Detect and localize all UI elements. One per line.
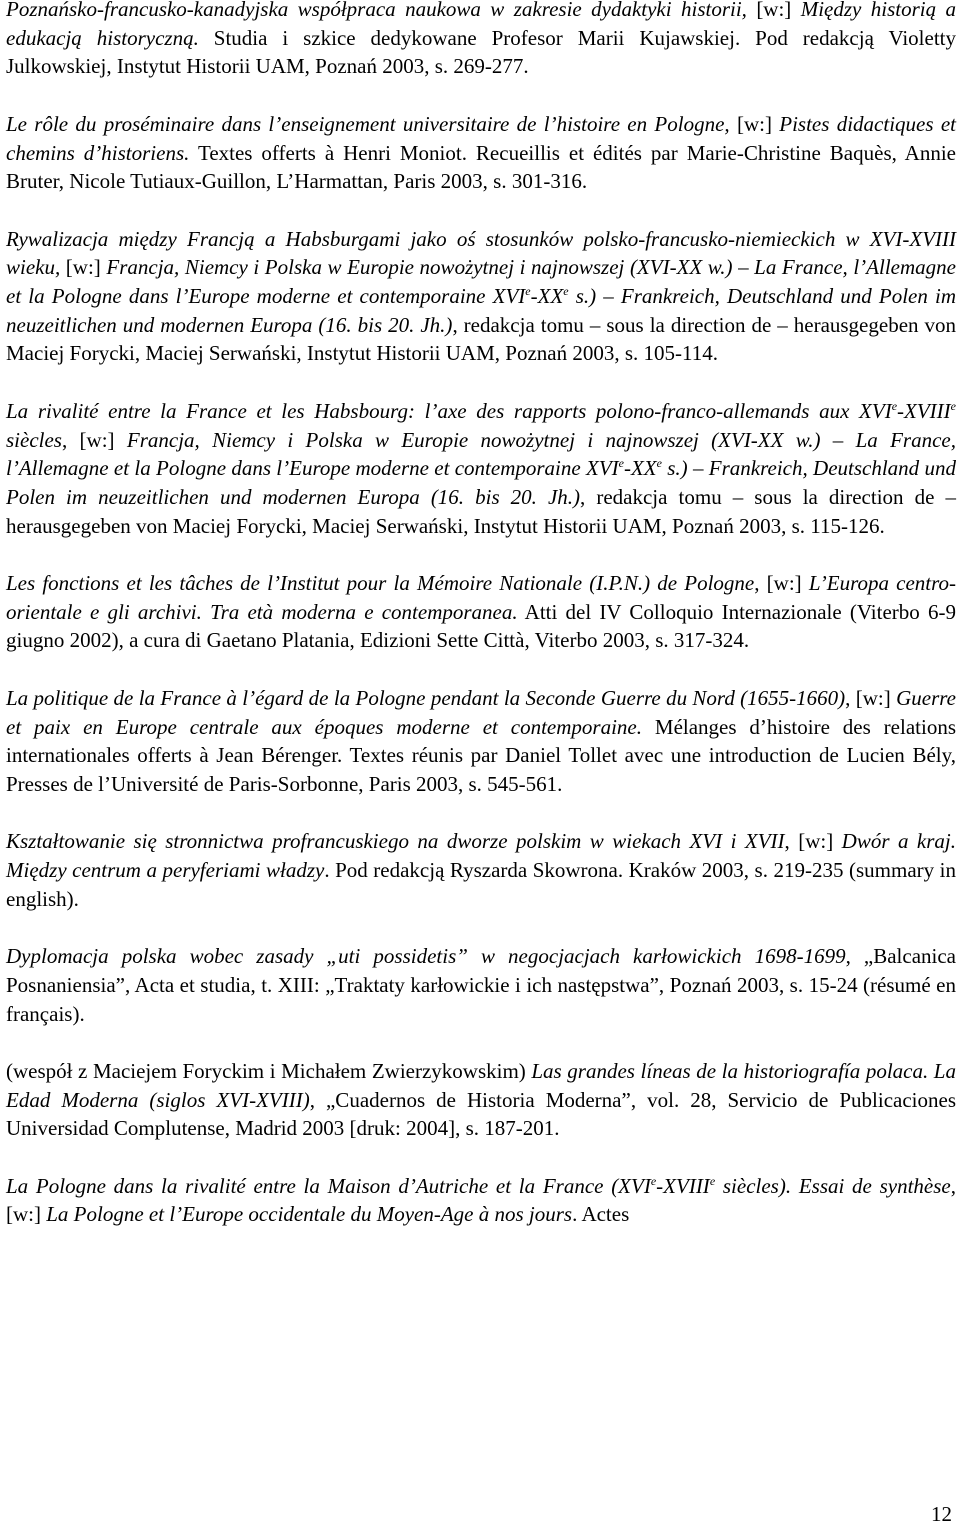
bibliography-entry [6,225,956,369]
roman-text: , [w:] [6,1173,956,1227]
italic-text: -XVIII [656,1173,710,1198]
italic-text: Las grandes líneas de la historiografía polaca. La Edad Moderna (siglos XVI-XVIII) [6,1058,956,1112]
italic-text: siècles). Essai de synthèse [715,1173,951,1198]
italic-text: La Pologne dans la rivalité entre la Maison d’Autriche et la France (XVI [6,1173,651,1198]
bibliography-entry [6,569,956,655]
superscript: e [525,284,531,298]
bibliography-entry [6,110,956,196]
roman-text: , redakcja tomu – sous la direction de – herausgegeben von Maciej Forycki, Maciej Serwański, Instytut Historii UAM, Poznań 2003, s. 115-126. [6,484,956,538]
superscript: e [709,1173,716,1188]
roman-text: [w:] [60,255,107,280]
roman-text: , [w:] [845,685,897,710]
roman-text: (wespół z Maciejem Foryckim i Michałem Zwierzykowskim) [6,1058,532,1083]
italic-text: s.) – Frankreich, Deutschland und Polen im neuzeitlichen und modernen Europa (16. bis 20. Jh.) [6,456,956,509]
roman-text: , redakcja tomu – sous la direction de – herausgegeben von Maciej Forycki, Maciej Serwański, Instytut Historii UAM, Poznań 2003, s. 105-114. [6,312,957,366]
italic-text: Pistes didactiques et chemins d’historiens. [6,111,956,165]
italic-text: -XX [530,284,564,308]
italic-text: Kształtowanie się stronnictwa profrancuskiego na dworze polskim w wiekach XVI i XVII [6,829,785,854]
italic-text: -XVIII [897,398,951,423]
roman-text: , „Balcanica Posnaniensia”, Acta et studia, t. XIII: „Traktaty karłowickie i ich następstwa”, Poznań 2003, s. 15-24 (résumé en français). [6,944,956,1026]
roman-text: , [w:] [784,829,842,854]
superscript: e [950,398,956,413]
roman-text: Studia i szkice dedykowane Profesor Marii Kujawskiej. Pod redakcją Violetty Julkowskiej, Instytut Historii UAM, Poznań 2003, s. 269-277. [6,25,957,79]
italic-text: Między historią a edukacją historyczną. [6,0,956,50]
roman-text: Atti del IV Colloquio Internazionale (Viterbo 6-9 giugno 2002), a cura di Gaetano Platania, Edizioni Sette Città, Viterbo 2003, s. 317-324. [6,599,956,653]
italic-text: Dyplomacja polska wobec zasady „uti possidetis” w negocjacjach karłowickich 1698-1699 [6,944,846,969]
bibliography-entry [6,942,956,1028]
page-number: 12 [931,1502,952,1526]
italic-text: Rywalizacja między Francją a Habsburgami jako oś stosunków polsko-francusko-niemieckich w XVI-XVIII wieku, [6,226,956,280]
bibliography-entry [6,397,956,541]
superscript: e [650,1173,657,1188]
italic-text: Guerre et paix en Europe centrale aux époques moderne et contemporaine. [6,685,956,739]
roman-text: , [w:] [754,571,809,595]
roman-text: [w:] [746,0,801,21]
italic-text: La Pologne et l’Europe occidentale du Moyen-Age à nos jours [46,1202,573,1227]
superscript: e [891,398,898,413]
italic-text: Francja, Niemcy i Polska w Europie nowożytnej i najnowszej (XVI-XX w.) – La France, l’Allemagne et la Pologne dans l’Europe moderne et contemporaine XVI [6,427,956,481]
italic-text: Le rôle du proséminaire dans l’enseignement universitaire de l’histoire en Pologne, [6,111,730,136]
italic-text: siècles [6,427,62,452]
roman-text: , [w:] [61,427,127,452]
roman-text: , „Cuadernos de Historia Moderna”, vol. 28, Servicio de Publicaciones Universidad Complutense, Madrid 2003 [druk: 2004], s. 187-201. [6,1087,957,1141]
italic-text: L’Europa centro-orientale e gli archivi. Tra età moderna e contemporanea. [6,571,956,624]
superscript: e [656,456,662,471]
bibliography-entry [6,0,956,81]
roman-text: [w:] [729,111,780,136]
italic-text: Dwór a kraj. Między centrum a peryferiami władzy [6,829,956,882]
roman-text: . Actes [572,1202,630,1227]
italic-text: La politique de la France à l’égard de la Pologne pendant la Seconde Guerre du Nord (1655-1660) [6,685,846,710]
bibliography-entry [6,827,956,913]
bibliography-list [6,0,956,1258]
italic-text: Poznańsko-francusko-kanadyjska współpraca naukowa w zakresie dydaktyki historii, [6,0,747,21]
bibliography-entry [6,684,956,799]
bibliography-entry [6,1057,956,1143]
roman-text: Textes offerts à Henri Moniot. Recueillis et édités par Marie-Christine Baquès, Annie Bruter, Nicole Tutiaux-Guillon, L’Harmattan, Paris 2003, s. 301-316. [6,140,956,194]
italic-text: La rivalité entre la France et les Habsbourg: l’axe des rapports polono-franco-allemands aux XVI [6,398,892,423]
superscript: e [618,456,624,471]
italic-text: Francja, Niemcy i Polska w Europie nowożytnej i najnowszej (XVI-XX w.) – La France, l’Allemagne et la Pologne dans l’Europe moderne et contemporaine XVI [6,255,956,308]
superscript: e [563,284,569,298]
italic-text: s.) – Frankreich, Deutschland und Polen im neuzeitlichen und modernen Europa (16. bis 20. Jh.) [6,284,956,337]
roman-text: . Pod redakcją Ryszarda Skowrona. Kraków 2003, s. 219-235 (summary in english). [6,858,956,911]
roman-text: Mélanges d’histoire des relations internationales offerts à Jean Bérenger. Textes réunis par Daniel Tollet avec une introduction de Lucien Bély, Presses de l’Université de Paris-Sorbonne, Paris 2003, s. 545-561. [6,714,956,796]
bibliography-entry [6,1172,956,1229]
italic-text: -XX [623,456,657,481]
italic-text: Les fonctions et les tâches de l’Institut pour la Mémoire Nationale (I.P.N.) de Pologne [6,571,755,595]
